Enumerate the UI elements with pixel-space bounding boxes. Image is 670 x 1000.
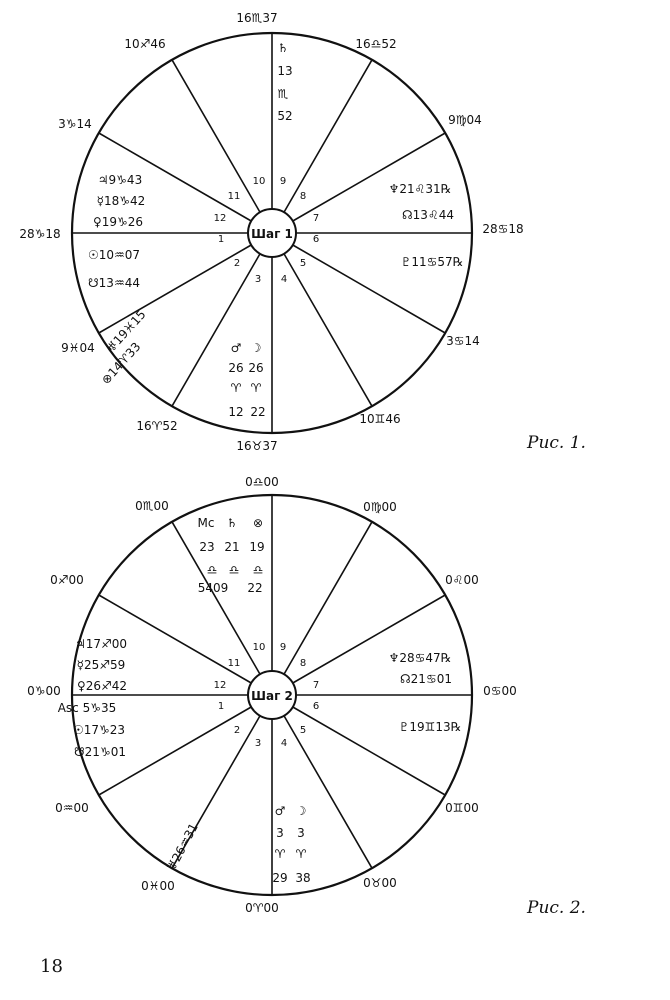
planet-position: ⊗: [252, 516, 264, 530]
page-number: 18: [40, 956, 63, 977]
planet-position: ⊗14♈33: [98, 339, 144, 388]
cusp-label: 16♎52: [355, 37, 397, 51]
cusp-label: 0♋00: [483, 684, 517, 698]
cusp-label: 0♈00: [245, 901, 279, 915]
cusp-label: 0♐00: [50, 573, 84, 587]
house-number: 5: [299, 725, 307, 736]
planet-position: ☋21♑01: [74, 745, 126, 759]
cusp-label: 0♎00: [245, 475, 279, 489]
planet-position: 26: [248, 361, 264, 375]
cusp-label: 28♋18: [482, 222, 524, 236]
house-cusp-line: [284, 60, 372, 212]
cusp-label: 16♉37: [236, 439, 278, 453]
house-number: 4: [280, 274, 288, 285]
hub-label: Шаг 1: [251, 227, 293, 241]
house-number: 7: [312, 213, 320, 224]
house-number: 11: [227, 658, 241, 669]
cusp-label: 0♍00: [363, 500, 397, 514]
house-number: 10: [252, 176, 266, 187]
planet-position: ♅19♓15: [103, 307, 149, 356]
cusp-label: 0♉00: [363, 876, 397, 890]
planet-position: ♃9♑43: [97, 173, 143, 187]
planet-position: ☽: [250, 341, 262, 355]
cusp-label: 0♓00: [141, 879, 175, 893]
house-number: 1: [217, 234, 225, 245]
house-cusp-line: [172, 522, 263, 674]
cusp-label: 0♊00: [445, 801, 479, 815]
house-cusp-line: [284, 522, 372, 674]
planet-position: ♅26♒31: [164, 820, 201, 874]
cusp-label: 10♊46: [359, 412, 401, 426]
planet-position: 26: [228, 361, 244, 375]
house-number: 9: [279, 642, 287, 653]
planet-position: ♎: [206, 563, 218, 577]
planet-position: ♏: [277, 87, 289, 101]
planet-position: ☉17♑23: [72, 723, 126, 737]
planet-position: ♈: [250, 381, 262, 395]
house-number: 2: [233, 258, 241, 269]
house-cusp-line: [172, 254, 260, 406]
planet-position: 23: [199, 540, 215, 554]
cusp-label: 0♑00: [27, 684, 61, 698]
cusp-label: 0♌00: [445, 573, 479, 587]
planet-position: 38: [295, 871, 311, 885]
planet-position: ♈: [230, 381, 242, 395]
planet-position: 5409: [197, 581, 229, 595]
planet-position: ☽: [295, 804, 307, 818]
figure-caption-1: Рис. 1.: [527, 433, 586, 453]
house-number: 11: [227, 191, 241, 202]
figure-caption-2: Рис. 2.: [527, 898, 586, 918]
house-number: 8: [299, 191, 307, 202]
cusp-label: 3♋14: [446, 334, 480, 348]
planet-position: ♄: [226, 516, 238, 530]
planet-position: 21: [224, 540, 240, 554]
planet-position: ☉10♒07: [87, 248, 141, 262]
house-number: 4: [280, 738, 288, 749]
house-number: 5: [299, 258, 307, 269]
planet-position: ♎: [252, 563, 264, 577]
cusp-label: 0♒00: [55, 801, 89, 815]
cusp-label: 9♓04: [61, 341, 95, 355]
house-number: 6: [312, 701, 320, 712]
planet-position: ☊13♌44: [402, 208, 454, 222]
planet-position: 13: [277, 64, 293, 78]
cusp-label: 16♏37: [236, 11, 278, 25]
house-number: 3: [254, 738, 262, 749]
planet-position: ♃17♐00: [74, 637, 128, 651]
planet-position: ☿18♑42: [96, 194, 146, 208]
house-number: 12: [213, 213, 227, 224]
house-number: 7: [312, 680, 320, 691]
planet-position: 22: [250, 405, 266, 419]
planet-position: ♎: [228, 563, 240, 577]
house-number: 10: [252, 642, 266, 653]
house-number: 3: [254, 274, 262, 285]
cusp-label: 3♑14: [58, 117, 92, 131]
planet-position: ☋13♒44: [88, 276, 140, 290]
cusp-label: 9♍04: [448, 113, 482, 127]
planet-position: ♀26♐42: [76, 679, 128, 693]
planet-position: 3: [297, 826, 305, 840]
house-cusp-line: [293, 595, 445, 683]
planet-position: ♆21♌31℞: [388, 182, 452, 196]
astrology-chart-2: [27, 475, 517, 915]
cusp-label: 10♐46: [124, 37, 166, 51]
planet-position: ♇19♊13℞: [398, 720, 462, 734]
planet-position: 52: [277, 109, 293, 123]
hub-label: Шаг 2: [251, 689, 293, 703]
house-number: 6: [312, 234, 320, 245]
house-cusp-line: [284, 716, 372, 868]
planet-position: ♆28♋47℞: [388, 651, 452, 665]
cusp-label: 16♈52: [136, 419, 178, 433]
cusp-label: 28♑18: [19, 227, 61, 241]
planet-position: 12: [228, 405, 244, 419]
planet-position: 3: [276, 826, 284, 840]
planet-position: ♇11♋57℞: [400, 255, 464, 269]
planet-position: 19: [249, 540, 265, 554]
planet-position: ♄: [277, 41, 289, 55]
planet-position: 29: [272, 871, 288, 885]
planet-position: ♂: [230, 341, 242, 355]
planet-position: ♈: [274, 847, 286, 861]
planet-position: 22: [247, 581, 263, 595]
planet-position: ♂: [274, 804, 286, 818]
planet-position: ♈: [295, 847, 307, 861]
planet-position: ♀19♑26: [92, 215, 144, 229]
house-number: 12: [213, 680, 227, 691]
planet-position: Мс: [197, 516, 215, 530]
house-number: 8: [299, 658, 307, 669]
astrology-chart-1: [19, 11, 523, 453]
house-cusp-line: [284, 254, 372, 406]
cusp-label: 0♏00: [135, 499, 169, 513]
house-number: 2: [233, 725, 241, 736]
house-cusp-line: [172, 60, 260, 212]
planet-position: ☊21♋01: [400, 672, 452, 686]
house-number: 9: [279, 176, 287, 187]
planet-position: ☿25♐59: [76, 658, 126, 672]
house-number: 1: [217, 701, 225, 712]
planet-position: Asc 5♑35: [57, 701, 117, 715]
